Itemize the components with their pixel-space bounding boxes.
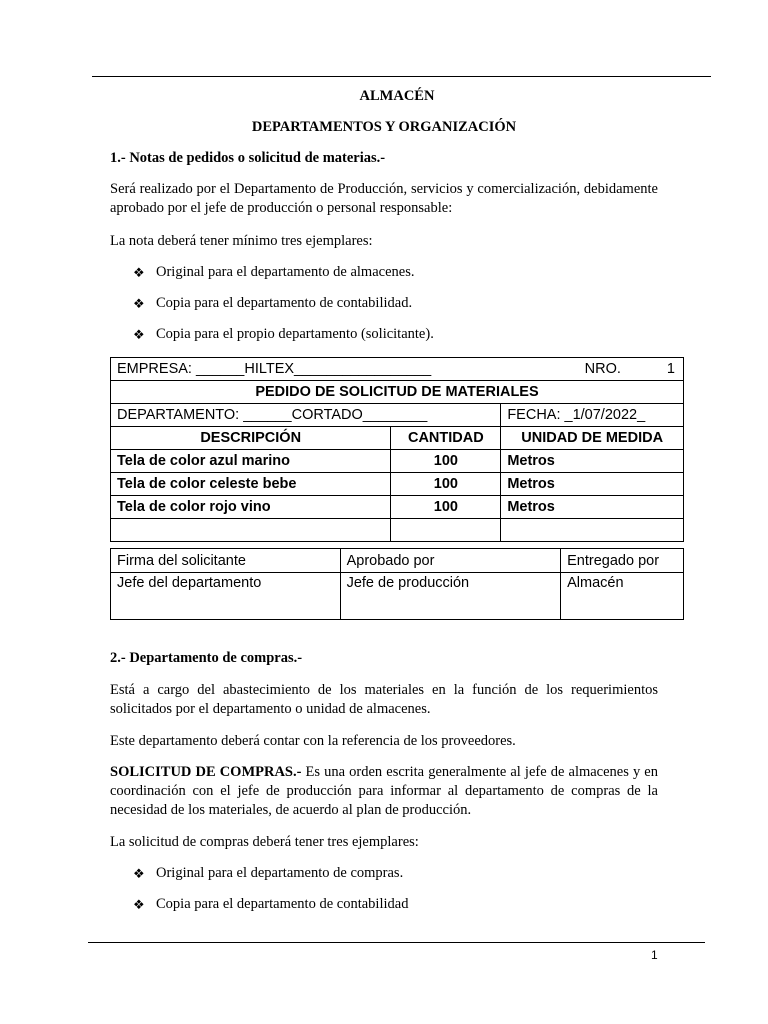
cell-unidad: Metros [501,473,684,496]
page-subtitle: DEPARTAMENTOS Y ORGANIZACIÓN [251,119,517,135]
signature-header-row [111,549,684,573]
table-row-empty [111,519,684,542]
form-row-departamento [111,404,684,427]
section2-paragraph: Está a cargo del abastecimiento de los materiales en la función de los requerimientos solicitados por el departamento o unidad de almacenes. [110,682,658,717]
diamond-dots-icon: ❖ [133,296,145,311]
form-title: PEDIDO DE SOLICITUD DE MATERIALES [111,381,684,404]
solicitud-compras-term: SOLICITUD DE COMPRAS.- [110,764,302,780]
signature-header-solicitante: Firma del solicitante [111,549,341,573]
list-item: Copia para el departamento de contabilidad. [156,295,413,311]
diamond-dots-icon: ❖ [133,265,145,280]
section1-paragraph: Será realizado por el Departamento de Producción, servicios y comercialización, debidamente aprobado por el jefe de producción o personal responsable: [110,181,658,216]
cell-empty [391,519,501,542]
table-row [111,496,684,519]
departamento-field: DEPARTAMENTO: ______CORTADO________ [111,404,501,427]
nro-label: NRO. [584,361,621,377]
fecha-field: FECHA: _1/07/2022_ [501,404,684,427]
section2-paragraph-2: Este departamento deberá contar con la referencia de los proveedores. [110,733,516,749]
material-request-form [110,357,684,542]
signature-header-entregado: Entregado por [561,549,684,573]
section2-paragraph-3 [110,763,658,820]
section1-heading: 1.- Notas de pedidos o solicitud de materias.- [110,150,386,166]
cell-cantidad: 100 [391,496,501,519]
section1-paragraph-2: La nota deberá tener mínimo tres ejemplares: [110,233,373,249]
signature-value-entregado: Almacén [561,573,684,620]
footer-rule [88,942,705,943]
cell-cantidad: 100 [391,450,501,473]
cell-empty [111,519,391,542]
signature-table [110,548,684,620]
nro-value: 1 [666,361,675,377]
empresa-field: EMPRESA: ______HILTEX_________________ [117,361,432,377]
cell-descripcion: Tela de color rojo vino [111,496,391,519]
form-row-title [111,381,684,404]
signature-value-aprobado: Jefe de producción [340,573,561,620]
signature-value-row [111,573,684,620]
list-item: Copia para el propio departamento (solicitante). [156,326,434,342]
column-header-unidad: UNIDAD DE MEDIDA [501,427,684,450]
form-row-empresa [111,358,684,381]
page-number: 1 [651,948,658,962]
diamond-dots-icon: ❖ [133,866,145,881]
column-header-descripcion: DESCRIPCIÓN [111,427,391,450]
cell-descripcion: Tela de color azul marino [111,450,391,473]
header-rule [92,76,711,77]
section2-paragraph-4: La solicitud de compras deberá tener tres ejemplares: [110,834,419,850]
table-row [111,473,684,496]
cell-unidad: Metros [501,450,684,473]
signature-header-aprobado: Aprobado por [340,549,561,573]
cell-descripcion: Tela de color celeste bebe [111,473,391,496]
list-item: Original para el departamento de compras. [156,865,404,881]
cell-empty [501,519,684,542]
list-item: Original para el departamento de almacenes. [156,264,415,280]
diamond-dots-icon: ❖ [133,327,145,342]
page-title: ALMACÉN [359,88,435,104]
section2-heading: 2.- Departamento de compras.- [110,650,303,666]
cell-unidad: Metros [501,496,684,519]
signature-value-solicitante: Jefe del departamento [111,573,341,620]
diamond-dots-icon: ❖ [133,897,145,912]
solicitud-compras-text: Es una orden escrita generalmente al jefe de almacenes y en coordinación con el jefe de producción para informar al departamento de compras de la necesidad de los materiales, de acuerdo al plan de producción. [110,764,658,818]
table-row [111,450,684,473]
cell-cantidad: 100 [391,473,501,496]
table-header [111,427,684,450]
list-item: Copia para el departamento de contabilidad [156,896,409,912]
empresa-cell [111,358,684,381]
column-header-cantidad: CANTIDAD [391,427,501,450]
